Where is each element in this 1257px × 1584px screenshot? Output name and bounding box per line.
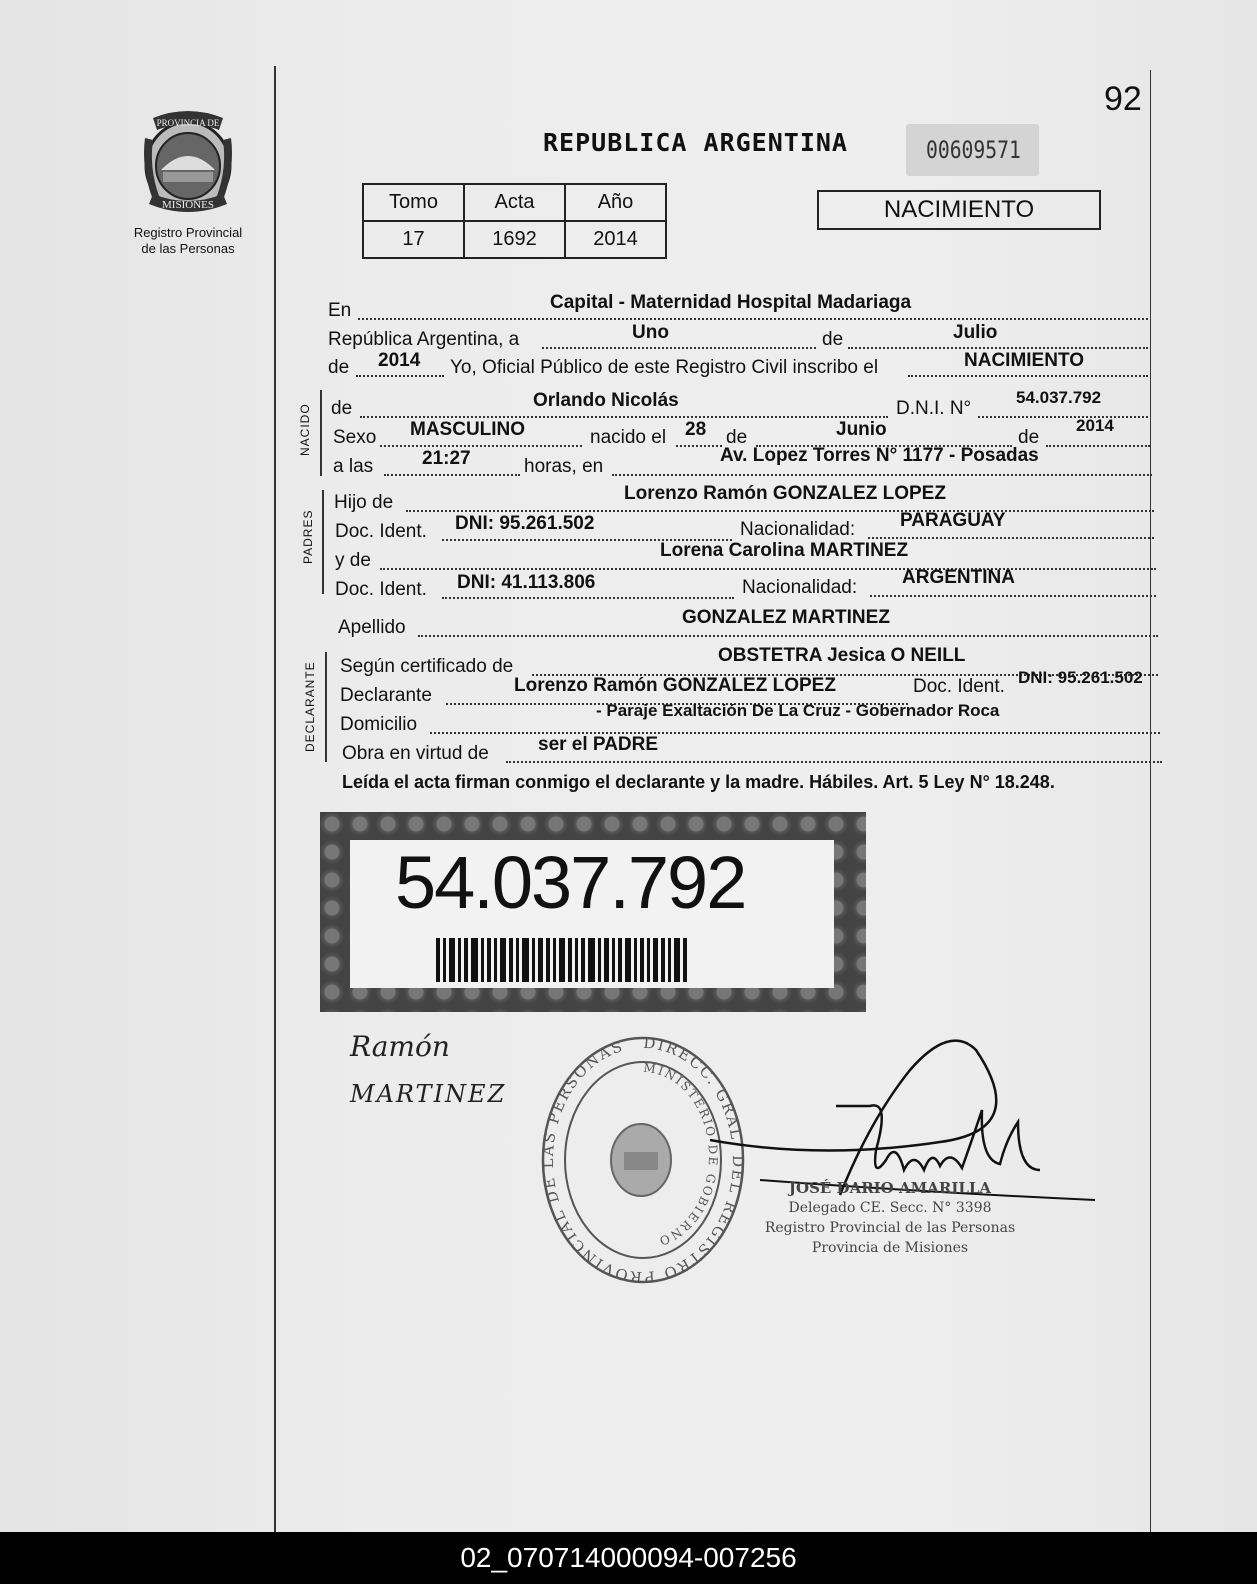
apellido-value: GONZALEZ MARTINEZ [682, 607, 890, 628]
hijo-de-label: Hijo de [334, 492, 394, 513]
name-de-label: de [331, 398, 353, 419]
obra-line [506, 761, 1162, 763]
certificado-value: OBSTETRA Jesica O NEILL [718, 645, 966, 666]
declarante-value: Lorenzo Ramón GONZALEZ LOPEZ [514, 675, 836, 696]
crest-emblem-icon [133, 108, 243, 220]
anio-header: Año [565, 184, 666, 221]
acta-value: 1692 [464, 221, 565, 258]
serial-number: 00609571 [926, 136, 1021, 164]
sticker-label-area [350, 840, 834, 988]
month-de-label: de [822, 329, 844, 350]
y-de-label: y de [335, 550, 371, 571]
serial-box [906, 124, 1039, 176]
birth-time-line [384, 474, 520, 476]
child-name-value: Orlando Nicolás [533, 390, 679, 411]
birth-year-value: 2014 [1076, 416, 1114, 435]
acta-header: Acta [464, 184, 565, 221]
handwritten-line2: MARTINEZ [350, 1080, 507, 1108]
official-title: Delegado CE. Secc. N° 3398 [788, 1200, 992, 1216]
handwritten-line1: Ramón [350, 1030, 450, 1063]
horas-en-label: horas, en [524, 456, 604, 477]
place-line [358, 318, 1148, 320]
father-nationality-line [868, 537, 1154, 539]
inscribo-value: NACIMIENTO [964, 350, 1084, 371]
crest-caption-line2: de las Personas [141, 241, 235, 256]
father-nationality-value: PARAGUAY [900, 510, 1006, 531]
mother-nationality-value: ARGENTINA [902, 567, 1015, 588]
sticker-number: 54.037.792 [395, 841, 746, 924]
declarante-doc-label: Doc. Ident. [913, 676, 1005, 697]
birth-address-value: Av. Lopez Torres N° 1177 - Posadas [720, 445, 1039, 466]
birth-year-line [1046, 445, 1150, 447]
declarante-bracket [325, 652, 327, 762]
day-line [542, 347, 816, 349]
year-line [356, 375, 444, 377]
a-las-label: a las [333, 456, 374, 477]
dni-value: 54.037.792 [1016, 388, 1102, 407]
birth-day-line [676, 445, 722, 447]
sexo-line [380, 445, 582, 447]
nacido-el-label: nacido el [590, 427, 667, 448]
birth-de-label: de [726, 427, 748, 448]
record-type-box: NACIMIENTO [817, 190, 1101, 230]
apellido-label: Apellido [338, 617, 406, 638]
dni-line [978, 416, 1148, 418]
obra-label: Obra en virtud de [342, 743, 489, 764]
day-word-value: Uno [632, 322, 669, 343]
seal-inner-text: MINISTERIO DE GOBIERNO [642, 1060, 721, 1249]
anio-value: 2014 [565, 221, 666, 258]
obra-value: ser el PADRE [538, 734, 659, 755]
month-line [848, 347, 1148, 349]
crest-bottom-text: MISIONES [162, 199, 214, 211]
country-title: REPUBLICA ARGENTINA [543, 128, 848, 157]
birth-de2-label: de [1018, 427, 1040, 448]
dni-sticker [320, 812, 866, 1012]
tomo-value: 17 [363, 221, 464, 258]
father-doc-value: DNI: 95.261.502 [455, 513, 595, 534]
father-doc-label: Doc. Ident. [335, 521, 427, 542]
father-nationality-label: Nacionalidad: [740, 519, 856, 540]
birth-month-value: Junio [836, 419, 887, 440]
tomo-header: Tomo [363, 184, 464, 221]
left-margin-line [274, 66, 276, 1532]
sexo-value: MASCULINO [410, 419, 526, 440]
apellido-line [418, 635, 1158, 637]
inscribo-text: Yo, Oficial Público de este Registro Civil inscribo el [450, 357, 879, 378]
padres-bracket [322, 490, 324, 594]
sexo-label: Sexo [333, 427, 377, 448]
mother-name-line [380, 568, 1156, 570]
crest-caption-line1: Registro Provincial [133, 225, 243, 240]
father-name-value: Lorenzo Ramón GONZALEZ LOPEZ [624, 483, 946, 504]
mother-nationality-line [870, 595, 1156, 597]
declarante-label: Declarante [340, 685, 432, 706]
mother-doc-value: DNI: 41.113.806 [457, 572, 596, 593]
year-value: 2014 [378, 350, 421, 371]
father-name-line [406, 510, 1154, 512]
official-name: JOSÉ DARIO AMARILLA [788, 1179, 992, 1197]
mother-name-value: Lorena Carolina MARTINEZ [660, 540, 909, 561]
place-value: Capital - Maternidad Hospital Madariaga [550, 292, 912, 313]
declarante-doc-value: DNI: 95.261.502 [1018, 668, 1143, 687]
official-office: Registro Provincial de las Personas [764, 1220, 1016, 1236]
barcode-icon [436, 938, 687, 982]
file-id-footer: 02_070714000094-007256 [0, 1532, 1257, 1584]
nacido-section-label: NACIDO [298, 403, 312, 456]
record-table-header-row [363, 184, 666, 221]
republica-label: República Argentina, a [328, 329, 520, 350]
mother-doc-line [442, 597, 734, 599]
official-stamp-block [750, 1178, 1030, 1258]
month-value: Julio [953, 322, 998, 343]
domicilio-value: - Paraje Exaltación De La Cruz - Gobernador Roca [596, 701, 1000, 720]
province-crest [118, 108, 258, 257]
dni-label: D.N.I. N° [896, 398, 972, 419]
year-de-label: de [328, 357, 350, 378]
padres-section-label: PADRES [301, 509, 315, 564]
page-number: 92 [1104, 80, 1142, 118]
closing-note: Leída el acta firman conmigo el declarante y la madre. Hábiles. Art. 5 Ley N° 18.248. [342, 772, 1055, 792]
en-label: En [328, 300, 352, 321]
seal-ring-text: DIRECC. GRAL. DEL REGISTRO PROVINCIAL DE LAS PERSONAS [538, 1033, 748, 1287]
mother-doc-label: Doc. Ident. [335, 579, 427, 600]
inscribo-line [908, 375, 1148, 377]
official-province: Provincia de Misiones [811, 1240, 969, 1256]
birth-day-value: 28 [685, 419, 707, 440]
birth-address-line [612, 474, 1152, 476]
nacido-bracket [320, 390, 322, 476]
crest-top-text: PROVINCIA DE [156, 118, 220, 128]
declarante-section-label: DECLARANTE [303, 661, 317, 752]
right-margin-line [1150, 70, 1151, 1532]
record-table-value-row [363, 221, 666, 258]
mother-nationality-label: Nacionalidad: [742, 577, 858, 598]
name-line [360, 416, 888, 418]
record-table [362, 183, 667, 259]
certificado-label: Según certificado de [340, 656, 514, 677]
birth-time-value: 21:27 [422, 448, 471, 469]
domicilio-label: Domicilio [340, 714, 418, 735]
